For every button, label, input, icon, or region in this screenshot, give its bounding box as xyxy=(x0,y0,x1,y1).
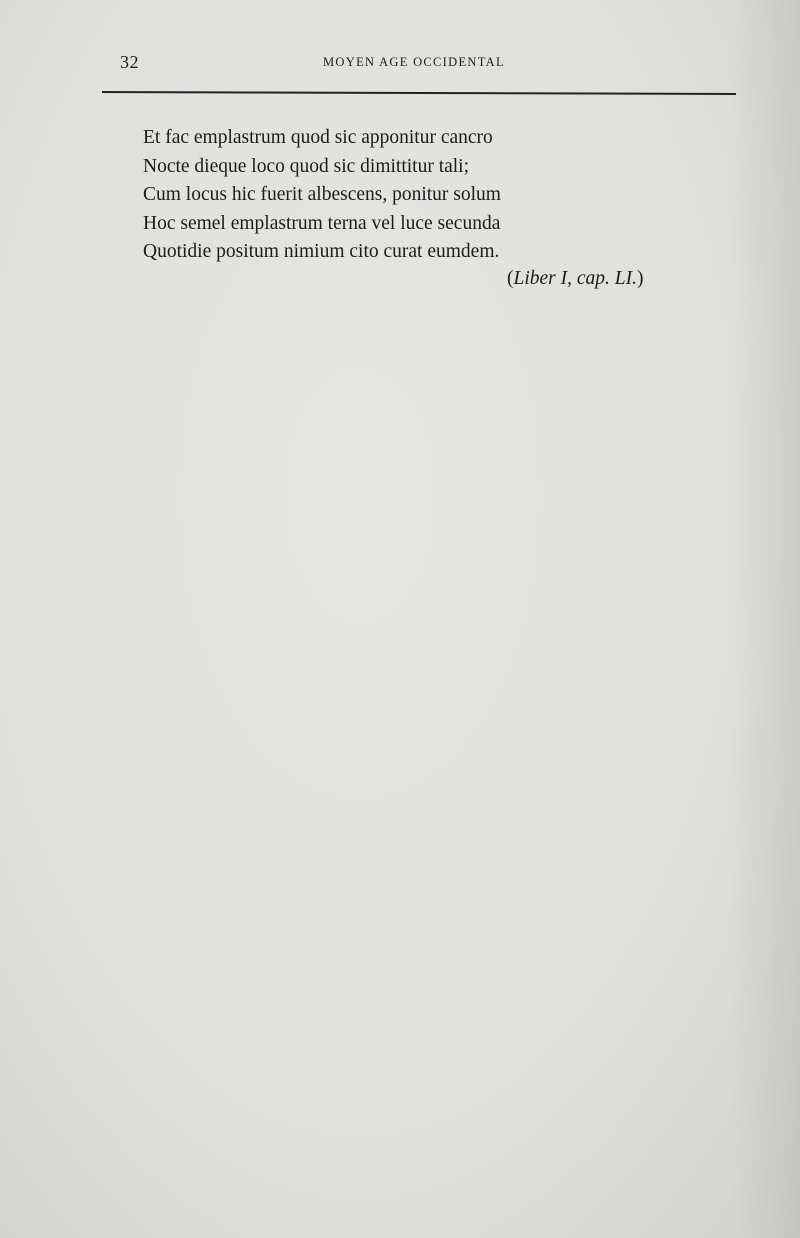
citation-text: Liber I, cap. LI. xyxy=(513,268,637,289)
running-head: MOYEN AGE OCCIDENTAL xyxy=(323,55,505,69)
citation-open-paren: ( xyxy=(507,268,514,289)
verse-line: Cum locus hic fuerit albescens, ponitur solum xyxy=(143,184,501,205)
verse-line: Hoc semel emplastrum terna vel luce secunda xyxy=(143,212,501,234)
citation-close-paren: ) xyxy=(637,268,644,289)
header-rule xyxy=(102,91,736,95)
verse-line: Nocte dieque loco quod sic dimittitur tali; xyxy=(143,155,470,177)
latin-verse xyxy=(143,124,703,267)
page-number: 32 xyxy=(120,52,139,72)
verse-line: Quotidie positum nimium cito curat eumdem. xyxy=(143,241,500,262)
verse-line: Et fac emplastrum quod sic apponitur cancro xyxy=(143,127,493,148)
page-edge-shadow xyxy=(730,0,800,1238)
source-citation xyxy=(507,265,644,293)
